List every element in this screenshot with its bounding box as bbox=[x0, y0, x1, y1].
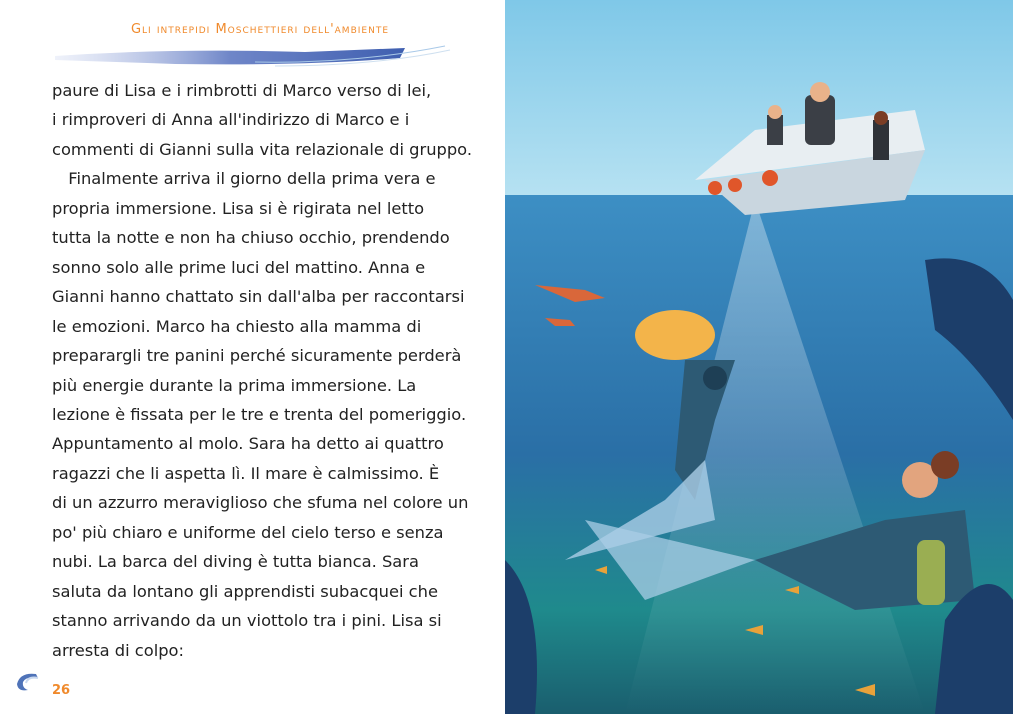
text-line: paure di Lisa e i rimbrotti di Marco verso di lei, bbox=[52, 81, 432, 100]
text-line: Gianni hanno chattato sin dall'alba per raccontarsi bbox=[52, 287, 465, 307]
left-page bbox=[0, 0, 505, 714]
text-line: lezione è fissata per le tre e trenta del pomeriggio. bbox=[52, 404, 467, 424]
text-line: i rimproveri di Anna all'indirizzo di Marco e i bbox=[52, 110, 410, 130]
text-line: tutta la notte e non ha chiuso occhio, prendendo bbox=[52, 228, 450, 248]
text-line: Appuntamento al molo. Sara ha detto ai quattro bbox=[52, 434, 444, 454]
text-line: Finalmente arriva il giorno della prima vera e bbox=[52, 169, 436, 189]
diving-illustration bbox=[505, 0, 1013, 714]
brush-stroke-decoration bbox=[55, 42, 455, 72]
body-text bbox=[52, 76, 472, 665]
text-line: po' più chiaro e uniforme del cielo terso e senza bbox=[52, 522, 444, 542]
text-line: stanno arrivando da un viottolo tra i pini. Lisa si bbox=[52, 611, 442, 631]
text-line: più energie durante la prima immersione. La bbox=[52, 375, 417, 395]
text-line: di un azzurro meraviglioso che sfuma nel colore un bbox=[52, 493, 469, 513]
text-line: commenti di Gianni sulla vita relazionale di gruppo. bbox=[52, 139, 473, 159]
text-line: preparargli tre panini perché sicuramente perderà bbox=[52, 346, 462, 366]
text-line: ragazzi che li aspetta lì. Il mare è calmissimo. È bbox=[52, 463, 440, 483]
page-number: 26 bbox=[52, 683, 71, 698]
text-line: saluta da lontano gli apprendisti subacquei che bbox=[52, 581, 438, 601]
text-line: le emozioni. Marco ha chiesto alla mamma di bbox=[52, 316, 422, 336]
running-header: Gli intrepidi Moschettieri dell'ambiente bbox=[130, 22, 390, 37]
text-line: nubi. La barca del diving è tutta bianca. Sara bbox=[52, 552, 419, 572]
text-line: arresta di colpo: bbox=[52, 640, 185, 660]
text-line: sonno solo alle prime luci del mattino. Anna e bbox=[52, 257, 426, 277]
wave-logo-icon bbox=[14, 670, 42, 694]
text-line: propria immersione. Lisa si è rigirata nel letto bbox=[52, 198, 425, 218]
